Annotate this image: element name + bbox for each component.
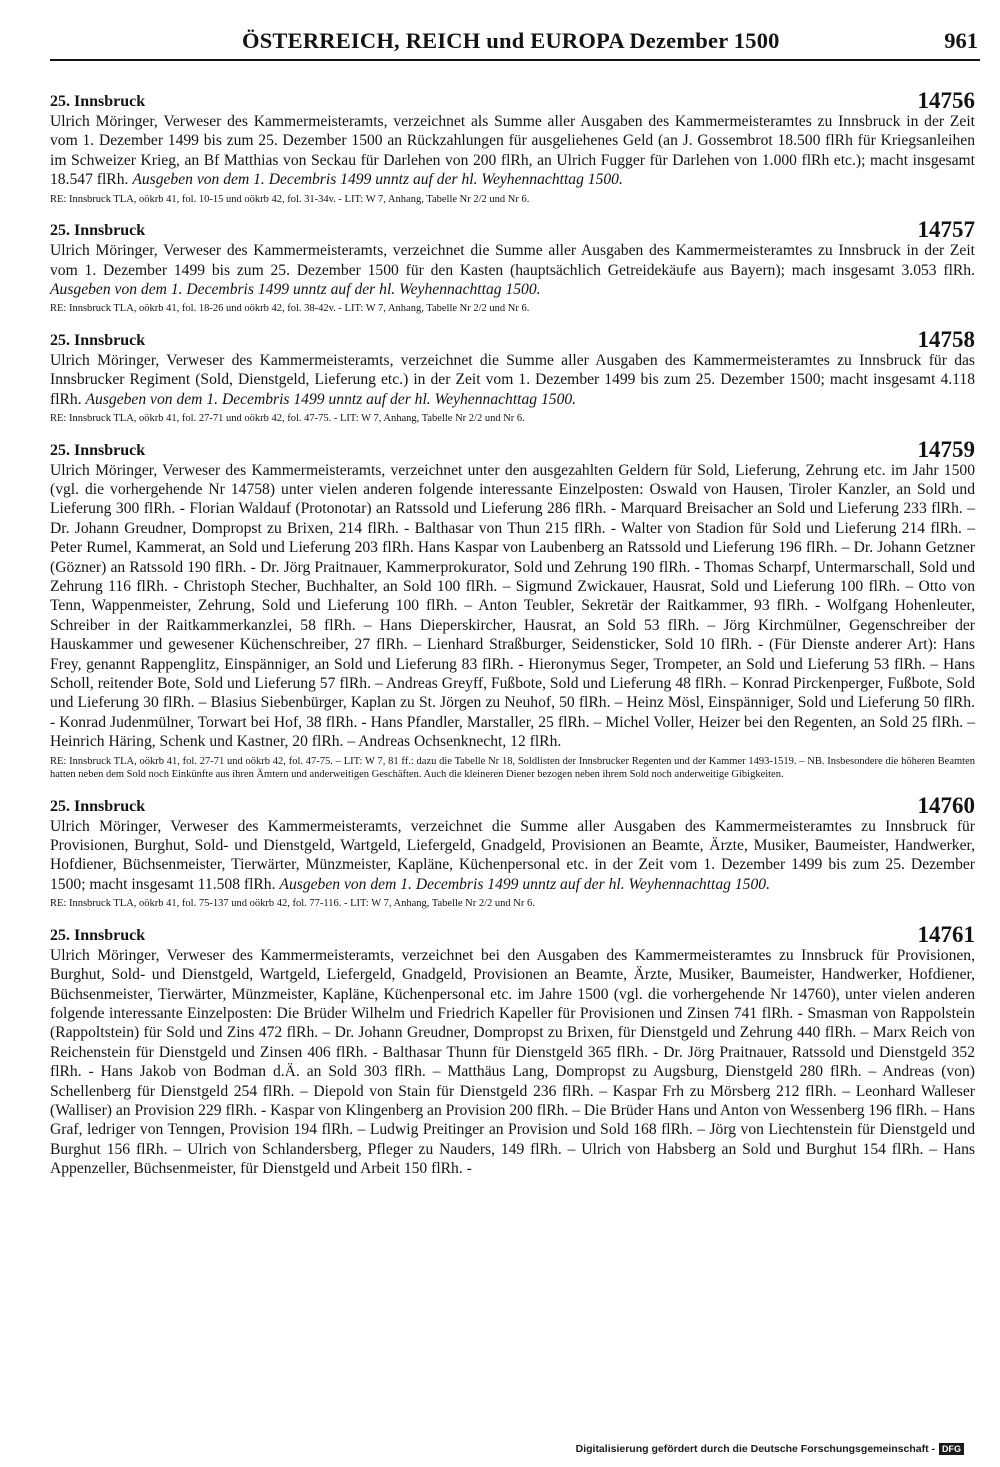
entry-text [50,112,975,190]
entry-summary: Ulrich Möringer, Verweser des Kammermeisteramts, verzeichnet die Summe aller Ausgaben des Kammermeisteramtes zu Innsbruck für Provisionen, Burghut, Sold- und Dienstgeld, Wartgeld, Liefergeld, Gnadgeld, Provisionen an Beamte, Ärzte, Musiker, Baumeister, Handwerker, Hofdiener, Büchsenmeister, Tierwärter, Münzmeister, Kapläne, Küchenpersonal etc. in der Zeit vom 1. Dezember 1499 bis zum 25. Dezember 1500; macht insgesamt 11.508 flRh. [50,817,975,893]
entry-number: 14759 [917,436,975,462]
entry-number: 14761 [917,921,975,947]
entry-text [50,351,975,409]
entry-date-place: 25. Innsbruck [50,93,146,110]
digitization-credit [576,1443,964,1455]
entry-quote: Ausgeben von dem 1. Decembris 1499 unntz auf der hl. Weyhennachttag 1500. [50,280,541,298]
entry-summary: Ulrich Möringer, Verweser des Kammermeisteramts, verzeichnet die Summe aller Ausgaben des Kammermeisteramtes zu Innsbruck für das Innsbrucker Regiment (Sold, Dienstgeld, Lieferung etc.) in der Zeit vom 1. Dezember 1499 bis zum 25. Dezember 1500; macht insgesamt 4.118 flRh. [50,351,975,408]
entry-date-place: 25. Innsbruck [50,331,146,349]
entry-text [50,946,975,1179]
entry-text [50,461,975,752]
entry-heading [50,86,975,112]
entry-date-place: 25. Innsbruck [50,441,146,459]
document-body [50,86,975,1188]
entry-text [50,817,975,895]
entry-number: 14756 [917,88,975,113]
entry-references: RE: Innsbruck TLA, oökrb 41, fol. 75-137 und oökrb 42, fol. 77-116. - LIT: W 7, Anhang, Tabelle Nr 2/2 und Nr 6. [50,898,535,910]
entry-references: RE: Innsbruck TLA, oökrb 41, fol. 27-71 und oökrb 42, fol. 47-75. - LIT: W 7, Anhang, Tabelle Nr 2/2 und Nr 6. [50,413,525,425]
entry-references: RE: Innsbruck TLA, oökrb 41, fol. 27-71 und oökrb 42, fol. 47-75. – LIT: W 7, 81 ff.: dazu die Tabelle Nr 18, Soldlisten der Innsbrucker Regenten und der Kammer 1493-1519. – NB. Insbesondere die höheren Beamten hatten neben dem Sold noch Einkünfte aus ihren Ämtern und anderweitigen Geschäften. Auch die kleineren Diener bezogen neben ihrem Sold noch anderweitige Gibigkeiten. [50,755,975,781]
entry-heading [50,325,975,351]
entry-heading [50,791,975,817]
running-title: ÖSTERREICH, REICH und EUROPA Dezember 1500 [242,28,780,53]
entry-14759 [50,435,975,782]
page-number: 961 [944,28,978,53]
entry-14757 [50,215,975,316]
running-header [50,28,980,62]
header-rule [50,59,980,61]
credit-text: Digitalisierung gefördert durch die Deutsche Forschungsgemeinschaft - [575,1443,935,1455]
entry-summary: Ulrich Möringer, Verweser des Kammermeisteramts, verzeichnet die Summe aller Ausgaben des Kammermeisteramtes zu Innsbruck in der Zeit vom 1. Dezember 1499 bis zum 25. Dezember 1500 für den Kasten (hauptsächlich Getreidekäufe aus Bayern); mach insgesamt 3.053 flRh. [50,242,975,279]
entry-heading [50,435,975,461]
entry-14760 [50,791,975,911]
entry-date-place: 25. Innsbruck [50,926,146,944]
entry-references: RE: Innsbruck TLA, oökrb 41, fol. 18-26 und oökrb 42, fol. 38-42v. - LIT: W 7, Anhang, Tabelle Nr 2/2 und Nr 6. [50,303,530,315]
entry-date-place: 25. Innsbruck [50,797,146,815]
entry-number: 14758 [917,326,975,352]
entry-quote: Ausgeben von dem 1. Decembris 1499 unntz auf der hl. Weyhennachttag 1500. [85,390,577,408]
entry-14758 [50,325,975,426]
entry-14761 [50,920,975,1179]
entry-date-place: 25. Innsbruck [50,222,146,240]
entry-heading [50,920,975,946]
entry-number: 14757 [917,217,975,243]
entry-heading [50,215,975,241]
entry-quote: Ausgeben von dem 1. Decembris 1499 unntz auf der hl. Weyhennachttag 1500. [279,875,770,893]
dfg-logo-icon: DFG [939,1443,964,1455]
entry-text [50,241,975,299]
entry-14756 [50,86,975,206]
entry-summary: Ulrich Möringer, Verweser des Kammermeisteramts, verzeichnet als Summe aller Ausgaben des Kammermeisteramtes zu Innsbruck in der Zeit vom 1. Dezember 1499 bis zum 25. Dezember 1500 an Rückzahlungen für ausgeliehenes Geld (an J. Gossembrot 18.500 flRh für Kriegsanleihen im Schweizer Krieg, an Bf Matthias von Seckau für Darlehen von 200 flRh, an Ulrich Fugger für Darlehen von 1.000 flRh etc.); macht insgesamt 18.547 flRh. [50,113,975,189]
entry-summary: Ulrich Möringer, Verweser des Kammermeisteramts, verzeichnet unter den ausgezahlten Geldern für Sold, Lieferung, Zehrung etc. im Jahr 1500 (vgl. die vorhergehende Nr 14758) unter vielen anderen folgende interessante Einzelposten: Oswald von Hausen, Tiroler Kanzler, an Sold und Lieferung 300 flRh. - Florian Waldauf (Protonotar) an Ratssold und Lieferung 286 flRh. - Marquard Breisacher an Sold und Lieferung 233 flRh. – Dr. Johann Greudner, Dompropst zu Brixen, 214 flRh. - Balthasar von Thun 215 flRh. - Walter von Stadion für Sold und Lieferung 214 flRh. – Peter Rumel, Kammerat, an Sold und Lieferung 203 flRh. Hans Kaspar von Laubenberg an Ratssold und Lieferung 196 flRh. – Dr. Johann Getzner (Gözner) an Ratssold 190 flRh. - Dr. Jörg Praitnauer, Kammerprokurator, Sold und Zehrung 190 flRh. - Thomas Scharpf, Untermarschall, Sold und Zehrung 116 flRh. - Christoph Stecher, Buchhalter, an Sold 100 flRh. – Sigmund Zwickauer, Hausrat, Sold und Lieferung 100 flRh. – Otto von Tenn, Wappenmeister, Zehrung, Sold und Lieferung 100 flRh. – Anton Teubler, Sekretär der Raitkammer, 93 flRh. - Wolfgang Hohenleuter, Schreiber in der Raitkammerkanzlei, 58 flRh. – Hans Dieperskircher, Hausrat, an Sold 53 flRh. – Jörg Kirchmülner, Gegenschreiber der Hauskammer und gewesener Küchenschreiber, 27 flRh. – Lienhard Straßburger, Seidensticker, Sold 10 flRh. - (Für Dienste anderer Art): Hans Frey, genannt Rappenglitz, Einspänniger, an Sold und Lieferung 83 flRh. - Hieronymus Seger, Trompeter, an Sold und Lieferung 53 flRh. – Hans Scholl, reitender Bote, Sold und Lieferung 57 flRh. – Andreas Greyff, Fußbote, Sold und Lieferung 48 flRh. – Konrad Pirckenperger, Fußbote, Sold und Lieferung 30 flRh. – Blasius Siebenbürger, Kaplan zu St. Jörgen zu Neuhof, 50 flRh. – Heinz Mösl, Einspänniger, Sold und Lieferung 50 flRh. - Konrad Judenmülner, Torwart bei Hof, 38 flRh. - Hans Pfandler, Marstaller, 25 flRh. – Michel Voller, Heizer bei den Regenten, an Sold 25 flRh. – Heinrich Häring, Schenk und Kastner, 20 flRh. – Andreas Ochsenknecht, 12 flRh. [50,461,975,751]
entry-quote: Ausgeben von dem 1. Decembris 1499 unntz auf der hl. Weyhennachttag 1500. [132,171,623,189]
entry-summary: Ulrich Möringer, Verweser des Kammermeisteramts, verzeichnet bei den Ausgaben des Kammermeisteramtes zu Innsbruck für Provisionen, Burghut, Sold- und Dienstgeld, Wartgeld, Liefergeld, Gnadgeld, Provisionen an Beamte, Ärzte, Musiker, Baumeister, Handwerker, Hofdiener, Büchsenmeister, Tierwärter, Münzmeister, Kapläne, Küchenpersonal etc. im Jahre 1500 (vgl. die vorhergehende Nr 14760), unter vielen anderen folgende interessante Einzelposten: Die Brüder Wilhelm und Friedrich Kapeller für Provisionen und Zinsen 741 flRh. - Smasman von Rappolstein (Rappoltstein) für Sold und Zins 472 flRh. – Dr. Johann Greudner, Dompropst zu Brixen, für Dienstgeld und Zehrung 440 flRh. – Marx Reich von Reichenstein für Dienstgeld und Zinsen 406 flRh. - Balthasar Thunn für Dienstgeld 365 flRh. - Dr. Jörg Praitnauer, Ratssold und Dienstgeld 352 flRh. - Hans Jakob von Bodman d.Ä. an Sold 303 flRh. – Matthäus Lang, Dompropst zu Augsburg, Dienstgeld 280 flRh. – Andreas (von) Schellenberg für Dienstgeld 254 flRh. – Diepold von Stain für Dienstgeld 236 flRh. – Kaspar Frh zu Mörsberg 212 flRh. – Leonhard Walleser (Walliser) an Provision 229 flRh. - Kaspar von Klingenberg an Provision 200 flRh. – Die Brüder Hans und Anton von Wessenberg 196 flRh. – Hans Graf, ledriger von Tenngen, Provision 194 flRh. – Ludwig Preitinger an Provision und Sold 168 flRh. – Jörg von Liechtenstein für Dienstgeld und Burghut 156 flRh. – Ulrich von Schlandersberg, Pfleger zu Nauders, 149 flRh. – Ulrich von Habsberg an Sold und Burghut 154 flRh. – Hans Appenzeller, Büchsenmeister, für Dienstgeld und Arbeit 150 flRh. - [50,946,975,1178]
entry-references: RE: Innsbruck TLA, oökrb 41, fol. 10-15 und oökrb 42, fol. 31-34v. - LIT: W 7, Anhang, Tabelle Nr 2/2 und Nr 6. [50,193,530,205]
entry-number: 14760 [917,792,975,818]
